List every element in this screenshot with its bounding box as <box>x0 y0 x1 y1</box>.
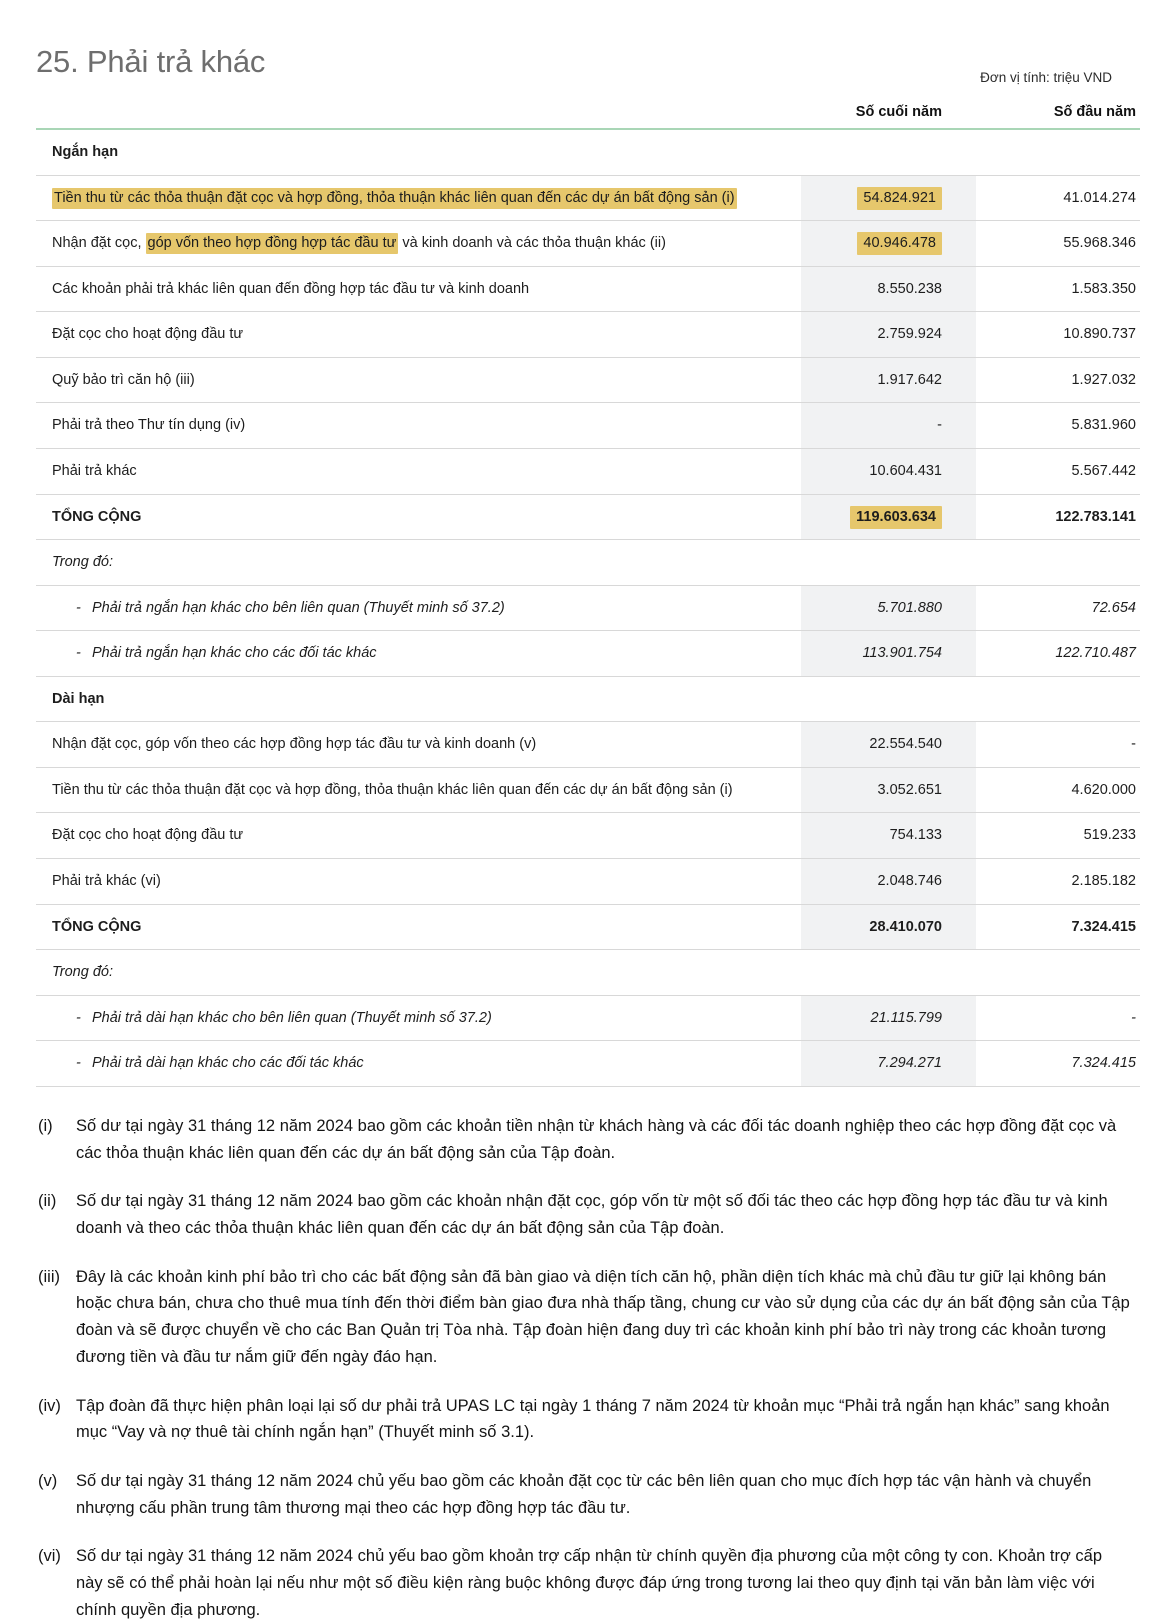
sub-row-label: - Phải trả dài hạn khác cho các đối tác khác <box>36 1041 801 1087</box>
subnote-heading-label: Trong đó: <box>36 540 801 586</box>
sub-row-value-current: 21.115.799 <box>801 995 976 1041</box>
table-sub-row <box>36 585 1140 631</box>
row-value-current: - <box>801 403 976 449</box>
footnote <box>36 1468 1130 1521</box>
row-value-previous: 5.831.960 <box>976 403 1140 449</box>
row-label <box>36 175 801 221</box>
row-label: Đặt cọc cho hoạt động đầu tư <box>36 813 801 859</box>
footnote-marker: (iv) <box>38 1396 61 1415</box>
label-highlight: Tiền thu từ các thỏa thuận đặt cọc và hợp đồng, thỏa thuận khác liên quan đến các dự án bất động sản (i) <box>52 188 737 209</box>
table-row <box>36 448 1140 494</box>
table-subnote-heading <box>36 540 1140 586</box>
subnote-heading-previous <box>976 540 1140 586</box>
row-label: Tiền thu từ các thỏa thuận đặt cọc và hợp đồng, thỏa thuận khác liên quan đến các dự án bất động sản (i) <box>36 767 801 813</box>
label-highlight: góp vốn theo hợp đồng hợp tác đầu tư <box>146 233 399 254</box>
row-value-current: 2.759.924 <box>801 312 976 358</box>
table-row <box>36 357 1140 403</box>
row-value-current <box>801 221 976 267</box>
row-value-current: 1.917.642 <box>801 357 976 403</box>
footnote-text: Tập đoàn đã thực hiện phân loại lại số dư phải trả UPAS LC tại ngày 1 tháng 7 năm 2024 từ khoản mục “Phải trả ngắn hạn khác” sang khoản mục “Vay và nợ thuê tài chính ngắn hạn” (Thuyết minh số 3.1). <box>76 1396 1110 1442</box>
section-heading-label: Ngắn hạn <box>36 129 801 175</box>
row-value-previous: 519.233 <box>976 813 1140 859</box>
sub-row-label: - Phải trả ngắn hạn khác cho bên liên quan (Thuyết minh số 37.2) <box>36 585 801 631</box>
footnotes <box>36 1113 1140 1624</box>
sub-row-value-current: 5.701.880 <box>801 585 976 631</box>
table-sub-row <box>36 631 1140 677</box>
total-label: TỔNG CỘNG <box>36 904 801 950</box>
row-value-previous: 55.968.346 <box>976 221 1140 267</box>
table-row <box>36 722 1140 768</box>
table-row <box>36 813 1140 859</box>
table-section-heading <box>36 676 1140 722</box>
footnote-text: Số dư tại ngày 31 tháng 12 năm 2024 chủ yếu bao gồm khoản trợ cấp nhận từ chính quyền địa phương của một công ty con. Khoản trợ cấp này sẽ có thể phải hoàn lại nếu như một số điều kiện ràng buộc không được đáp ứng trong tương lai theo quy định tại văn bản làm việc với chính quyền địa phương. <box>76 1547 1103 1619</box>
table-body <box>36 129 1140 1086</box>
row-label: Nhận đặt cọc, góp vốn theo các hợp đồng hợp tác đầu tư và kinh doanh (v) <box>36 722 801 768</box>
row-label: Quỹ bảo trì căn hộ (iii) <box>36 357 801 403</box>
document-header <box>36 0 1140 104</box>
table-header <box>36 104 1140 129</box>
table-sub-row <box>36 1041 1140 1087</box>
table-sub-row <box>36 995 1140 1041</box>
value-highlight: 54.824.921 <box>857 187 942 210</box>
section-heading-previous <box>976 129 1140 175</box>
total-value-current: 28.410.070 <box>801 904 976 950</box>
subnote-heading-previous <box>976 950 1140 996</box>
row-value-current: 22.554.540 <box>801 722 976 768</box>
section-heading-label: Dài hạn <box>36 676 801 722</box>
table-header-row <box>36 104 1140 129</box>
footnote-text: Số dư tại ngày 31 tháng 12 năm 2024 bao gồm các khoản nhận đặt cọc, góp vốn từ một số đối tác theo các hợp đồng hợp tác đầu tư và kinh doanh và theo các thỏa thuận khác liên quan đến các dự án bất động sản của Tập đoàn. <box>76 1192 1108 1237</box>
row-value-current: 10.604.431 <box>801 448 976 494</box>
footnote-text: Đây là các khoản kinh phí bảo trì cho các bất động sản đã bàn giao và diện tích căn hộ, phần diện tích khác mà chủ đầu tư giữ lại không bán hoặc chưa bán, chưa cho thuê mua tính đến thời điểm bàn giao đưa nhà thấp tầng, chung cư vào sử dụng của các dự án bất động sản của Tập đoàn và sẽ được chuyển về cho các Ban Quản trị Tòa nhà. Tập đoàn hiện đang duy trì các khoản kinh phí bảo trì này trong các khoản tương đương tiền và đầu tư nắm giữ đến ngày đáo hạn. <box>76 1267 1130 1366</box>
sub-row-value-previous: 7.324.415 <box>976 1041 1140 1087</box>
footnote-marker: (ii) <box>38 1192 57 1211</box>
row-value-current: 754.133 <box>801 813 976 859</box>
table-total-row <box>36 494 1140 540</box>
footnote-marker: (v) <box>38 1472 58 1490</box>
footnote-marker: (i) <box>38 1116 53 1135</box>
row-label: Phải trả khác <box>36 448 801 494</box>
total-value-current <box>801 494 976 540</box>
table-row <box>36 266 1140 312</box>
footnote <box>36 1393 1130 1446</box>
footnote <box>36 1113 1130 1166</box>
row-value-previous: 10.890.737 <box>976 312 1140 358</box>
footnote-text: Số dư tại ngày 31 tháng 12 năm 2024 bao gồm các khoản tiền nhận từ khách hàng và các đối tác doanh nghiệp theo các hợp đồng đặt cọc và các thỏa thuận khác liên quan đến các dự án bất động sản của Tập đoàn. <box>76 1116 1117 1162</box>
total-value-previous: 122.783.141 <box>976 494 1140 540</box>
row-label: Đặt cọc cho hoạt động đầu tư <box>36 312 801 358</box>
unit-note: Đơn vị tính: triệu VND <box>980 70 1112 85</box>
row-value-current: 3.052.651 <box>801 767 976 813</box>
payables-table <box>36 104 1140 1087</box>
table-section-heading <box>36 129 1140 175</box>
row-value-previous: 1.583.350 <box>976 266 1140 312</box>
row-value-current: 8.550.238 <box>801 266 976 312</box>
page-title: 25. Phải trả khác <box>36 44 266 79</box>
value-highlight: 40.946.478 <box>857 232 942 255</box>
sub-row-value-current: 113.901.754 <box>801 631 976 677</box>
table-row <box>36 221 1140 267</box>
section-heading-current <box>801 129 976 175</box>
footnote <box>36 1188 1130 1241</box>
table-row <box>36 312 1140 358</box>
footnote-text: Số dư tại ngày 31 tháng 12 năm 2024 chủ yếu bao gồm các khoản đặt cọc từ các bên liên quan cho mục đích hợp tác vận hành và chuyển nhượng cấu phần trung tâm thương mại theo các hợp đồng hợp tác đầu tư. <box>76 1472 1092 1517</box>
row-value-previous: 5.567.442 <box>976 448 1140 494</box>
footnote-marker: (vi) <box>38 1547 61 1566</box>
column-header-label <box>36 104 801 129</box>
footnote <box>36 1543 1130 1623</box>
footnote <box>36 1264 1130 1371</box>
bullet-dash: - <box>76 1055 81 1072</box>
bullet-dash: - <box>76 1009 81 1026</box>
row-label: Phải trả theo Thư tín dụng (iv) <box>36 403 801 449</box>
table-row <box>36 175 1140 221</box>
row-label: Các khoản phải trả khác liên quan đến đồng hợp tác đầu tư và kinh doanh <box>36 266 801 312</box>
subnote-heading-current <box>801 540 976 586</box>
table-row <box>36 859 1140 905</box>
row-label: Nhận đặt cọc, góp vốn theo hợp đồng hợp tác đầu tư và kinh doanh và các thỏa thuận khác (ii) <box>36 221 801 267</box>
table-subnote-heading <box>36 950 1140 996</box>
column-header-previous: Số đầu năm <box>976 104 1140 129</box>
bullet-dash: - <box>76 599 81 616</box>
sub-row-value-previous: 72.654 <box>976 585 1140 631</box>
column-header-current: Số cuối năm <box>801 104 976 129</box>
sub-row-value-previous: 122.710.487 <box>976 631 1140 677</box>
table-row <box>36 403 1140 449</box>
table-total-row <box>36 904 1140 950</box>
row-value-previous: - <box>976 722 1140 768</box>
row-value-previous: 2.185.182 <box>976 859 1140 905</box>
sub-row-value-current: 7.294.271 <box>801 1041 976 1087</box>
section-heading-current <box>801 676 976 722</box>
row-value-previous: 1.927.032 <box>976 357 1140 403</box>
value-highlight: 119.603.634 <box>850 506 942 529</box>
subnote-heading-label: Trong đó: <box>36 950 801 996</box>
subnote-heading-current <box>801 950 976 996</box>
row-value-current: 2.048.746 <box>801 859 976 905</box>
sub-row-label: - Phải trả dài hạn khác cho bên liên quan (Thuyết minh số 37.2) <box>36 995 801 1041</box>
row-value-previous: 4.620.000 <box>976 767 1140 813</box>
table-row <box>36 767 1140 813</box>
row-value-current <box>801 175 976 221</box>
row-label: Phải trả khác (vi) <box>36 859 801 905</box>
sub-row-value-previous: - <box>976 995 1140 1041</box>
section-heading-previous <box>976 676 1140 722</box>
footnote-marker: (iii) <box>38 1267 60 1286</box>
sub-row-label: - Phải trả ngắn hạn khác cho các đối tác khác <box>36 631 801 677</box>
total-value-previous: 7.324.415 <box>976 904 1140 950</box>
bullet-dash: - <box>76 645 81 662</box>
total-label: TỔNG CỘNG <box>36 494 801 540</box>
row-value-previous: 41.014.274 <box>976 175 1140 221</box>
